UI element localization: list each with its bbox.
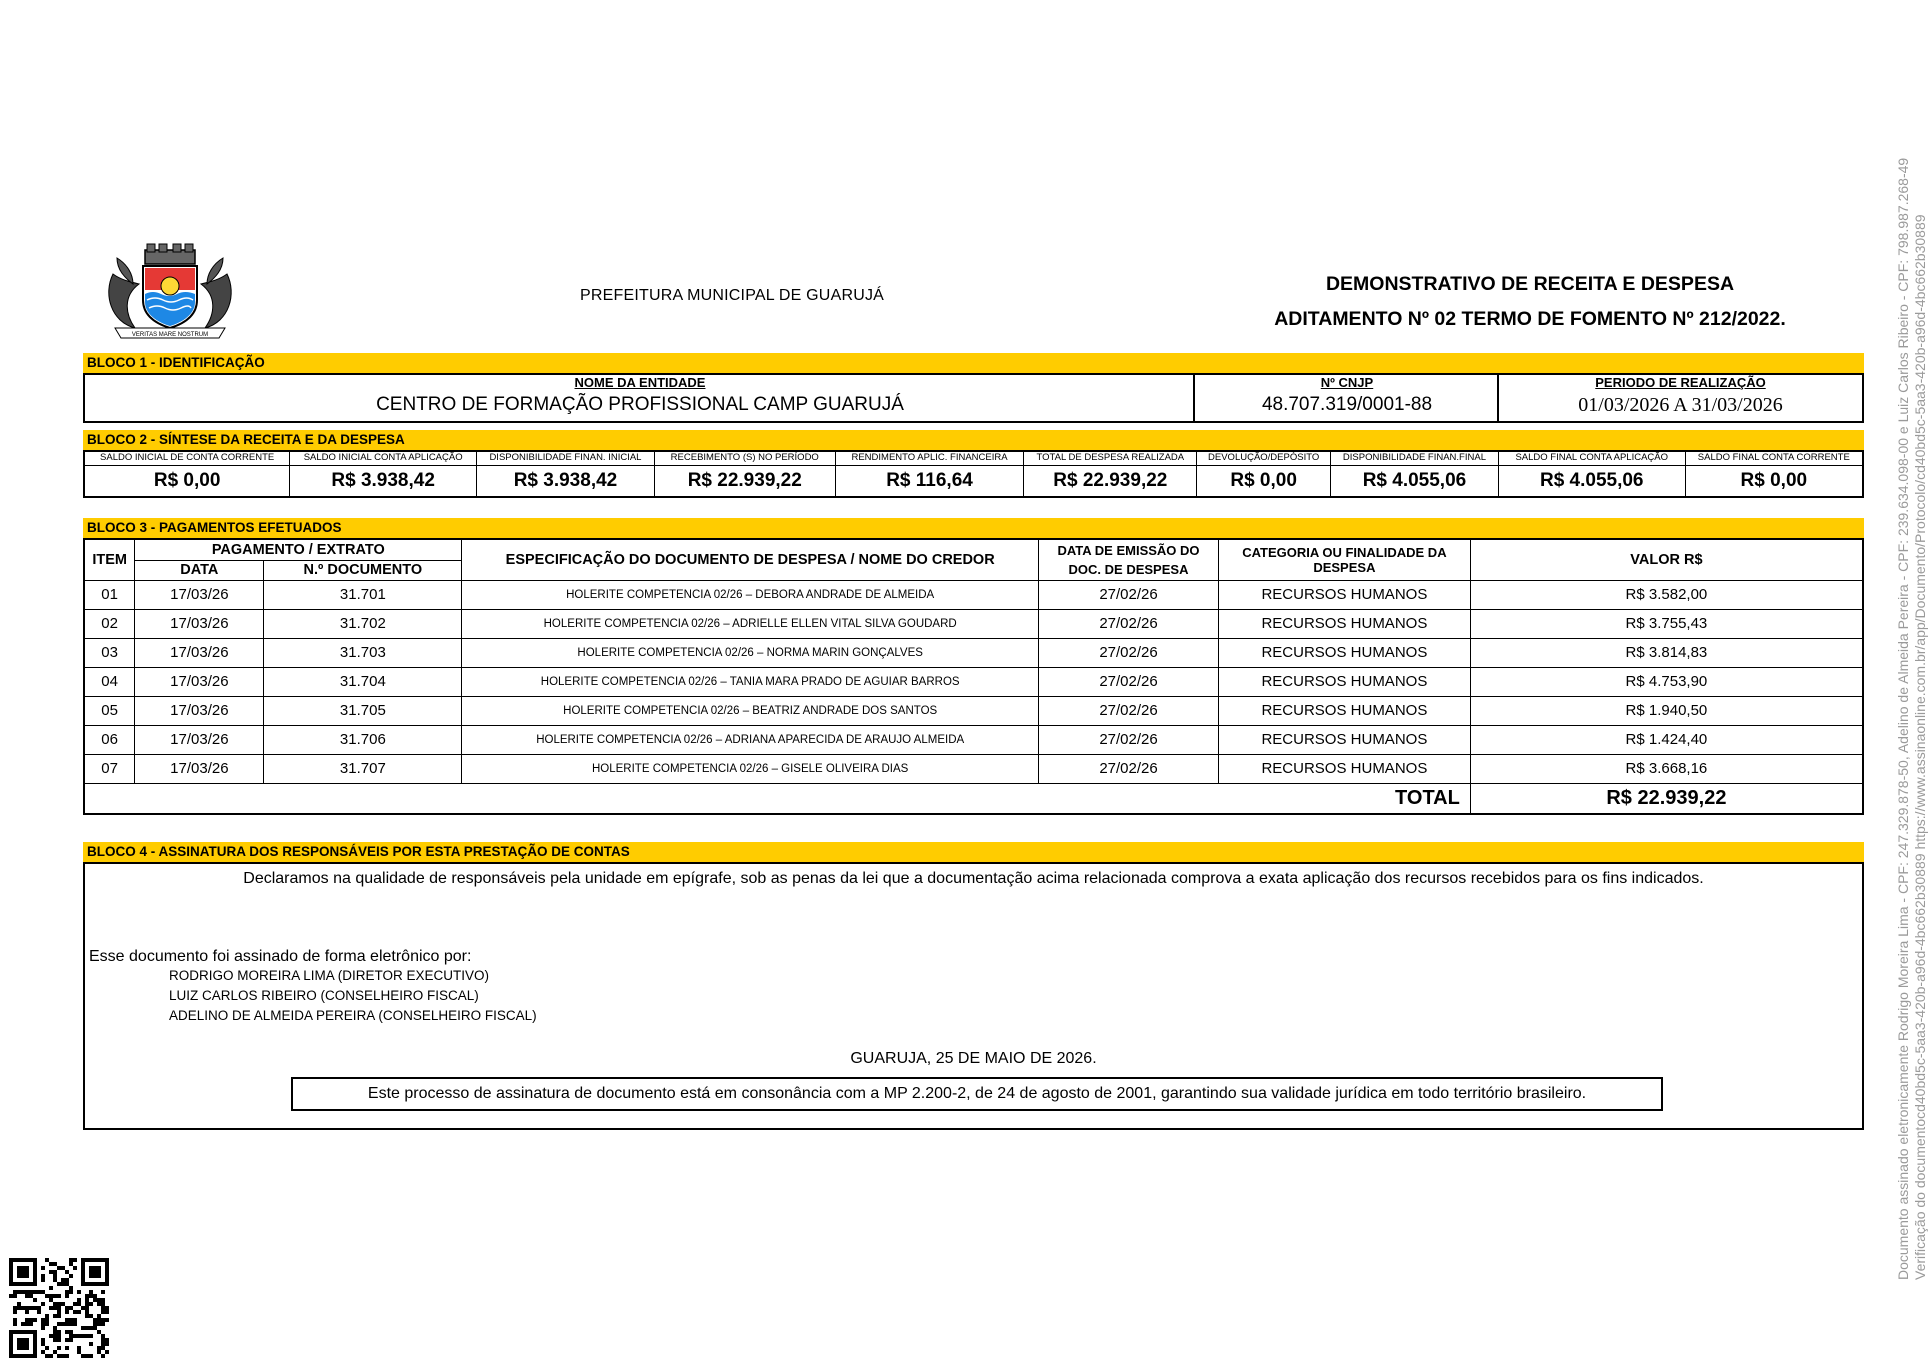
specification-cell: HOLERITE COMPETENCIA 02/26 – ADRIELLE ELLEN VITAL SILVA GOUDARD — [462, 609, 1039, 638]
date-cell: 17/03/26 — [135, 696, 264, 725]
item-cell: 07 — [84, 754, 135, 783]
summary-value-row — [84, 465, 1863, 497]
bloco3-header: BLOCO 3 - PAGAMENTOS EFETUADOS — [83, 518, 1864, 538]
table-row — [84, 667, 1863, 696]
category-cell: RECURSOS HUMANOS — [1218, 580, 1470, 609]
declaration-text: Declaramos na qualidade de responsáveis pela unidade em epígrafe, sob as penas da lei que a documentação acima relacionada comprova a exata aplicação dos recursos recebidos para os fins indicados. — [243, 870, 1704, 887]
item-cell: 06 — [84, 725, 135, 754]
total-label: TOTAL — [84, 783, 1470, 814]
payments-table — [83, 538, 1864, 815]
summary-value: R$ 116,64 — [835, 465, 1024, 497]
item-cell: 03 — [84, 638, 135, 667]
date-cell: 17/03/26 — [135, 725, 264, 754]
table-row — [84, 696, 1863, 725]
emission-date-cell: 27/02/26 — [1039, 725, 1219, 754]
total-value: R$ 22.939,22 — [1470, 783, 1863, 814]
emission-date-cell: 27/02/26 — [1039, 609, 1219, 638]
summary-header: SALDO FINAL CONTA CORRENTE — [1685, 451, 1863, 465]
signer-name: ADELINO DE ALMEIDA PEREIRA (CONSELHEIRO FISCAL) — [169, 1008, 537, 1023]
payment-header: PAGAMENTO / EXTRATO — [135, 539, 462, 560]
mp-notice-box: Este processo de assinatura de documento está em consonância com a MP 2.200-2, de 24 de agosto de 2001, garantindo sua validade jurídica em todo território brasileiro. — [291, 1077, 1663, 1111]
category-cell: RECURSOS HUMANOS — [1218, 667, 1470, 696]
period-value: 01/03/2026 A 31/03/2026 — [1578, 394, 1783, 416]
emission-date-cell: 27/02/26 — [1039, 638, 1219, 667]
date-cell: 17/03/26 — [135, 754, 264, 783]
table-row — [84, 725, 1863, 754]
emission-date-header — [1039, 539, 1219, 580]
summary-value: R$ 22.939,22 — [1024, 465, 1197, 497]
entity-label: NOME DA ENTIDADE — [574, 375, 706, 390]
category-cell: RECURSOS HUMANOS — [1218, 638, 1470, 667]
period-label: PERIODO DE REALIZAÇÃO — [1595, 375, 1766, 390]
signer-name: LUIZ CARLOS RIBEIRO (CONSELHEIRO FISCAL) — [169, 988, 479, 1003]
document-number-cell: 31.703 — [264, 638, 462, 667]
entity-name: CENTRO DE FORMAÇÃO PROFISSIONAL CAMP GUARUJÁ — [376, 394, 904, 415]
verification-side-note — [1895, 0, 1929, 1280]
side-note-line1: Documento assinado eletronicamente Rodrigo Moreira Lima - CPF: 247.329.878-50, Adelino de Almeida Pereira - CPF: 239.634.098-00 e Luiz Carlos Ribeiro - CPF: 798.987.268-49 — [1895, 157, 1911, 1280]
specification-cell: HOLERITE COMPETENCIA 02/26 – DEBORA ANDRADE DE ALMEIDA — [462, 580, 1039, 609]
bloco4-signatures — [83, 862, 1864, 1130]
summary-header: DISPONIBILIDADE FINAN.FINAL — [1331, 451, 1499, 465]
bloco1-identification — [83, 373, 1864, 423]
item-cell: 01 — [84, 580, 135, 609]
value-cell: R$ 3.814,83 — [1470, 638, 1863, 667]
summary-header: SALDO INICIAL DE CONTA CORRENTE — [84, 451, 290, 465]
emission-header-line2: DOC. DE DESPESA — [1068, 561, 1189, 577]
specification-cell: HOLERITE COMPETENCIA 02/26 – GISELE OLIVEIRA DIAS — [462, 754, 1039, 783]
emission-header-line1: DATA DE EMISSÃO DO — [1057, 542, 1200, 558]
value-cell: R$ 4.753,90 — [1470, 667, 1863, 696]
item-cell: 02 — [84, 609, 135, 638]
document-number-cell: 31.702 — [264, 609, 462, 638]
summary-header: SALDO FINAL CONTA APLICAÇÃO — [1498, 451, 1685, 465]
specification-cell: HOLERITE COMPETENCIA 02/26 – TANIA MARA PRADO DE AGUIAR BARROS — [462, 667, 1039, 696]
specification-cell: HOLERITE COMPETENCIA 02/26 – BEATRIZ ANDRADE DOS SANTOS — [462, 696, 1039, 725]
specification-cell: HOLERITE COMPETENCIA 02/26 – NORMA MARIN GONÇALVES — [462, 638, 1039, 667]
date-cell: 17/03/26 — [135, 609, 264, 638]
place-date: GUARUJA, 25 DE MAIO DE 2026. — [850, 1050, 1097, 1067]
revenue-expense-summary — [83, 450, 1864, 498]
summary-value: R$ 0,00 — [1197, 465, 1331, 497]
document-number-cell: 31.704 — [264, 667, 462, 696]
category-cell: RECURSOS HUMANOS — [1218, 754, 1470, 783]
emission-date-cell: 27/02/26 — [1039, 696, 1219, 725]
prefeitura-name: PREFEITURA MUNICIPAL DE GUARUJÁ — [580, 287, 885, 304]
emission-date-cell: 27/02/26 — [1039, 754, 1219, 783]
summary-header: DISPONIBILIDADE FINAN. INICIAL — [477, 451, 655, 465]
summary-value: R$ 3.938,42 — [477, 465, 655, 497]
category-cell: RECURSOS HUMANOS — [1218, 725, 1470, 754]
summary-header: TOTAL DE DESPESA REALIZADA — [1024, 451, 1197, 465]
specification-header: ESPECIFICAÇÃO DO DOCUMENTO DE DESPESA / NOME DO CREDOR — [462, 539, 1039, 580]
summary-value: R$ 4.055,06 — [1498, 465, 1685, 497]
date-cell: 17/03/26 — [135, 638, 264, 667]
entity-cell — [85, 375, 1195, 421]
value-cell: R$ 3.668,16 — [1470, 754, 1863, 783]
table-row — [84, 754, 1863, 783]
total-row — [84, 783, 1863, 814]
document-number-cell: 31.705 — [264, 696, 462, 725]
summary-header: RENDIMENTO APLIC. FINANCEIRA — [835, 451, 1024, 465]
document-number-header: N.º DOCUMENTO — [264, 560, 462, 580]
emission-date-cell: 27/02/26 — [1039, 580, 1219, 609]
specification-cell: HOLERITE COMPETENCIA 02/26 – ADRIANA APARECIDA DE ARAUJO ALMEIDA — [462, 725, 1039, 754]
document-number-cell: 31.701 — [264, 580, 462, 609]
summary-header: SALDO INICIAL CONTA APLICAÇÃO — [290, 451, 477, 465]
document-subtitle: ADITAMENTO Nº 02 TERMO DE FOMENTO Nº 212/2022. — [1274, 308, 1786, 330]
qr-code-icon[interactable] — [9, 1258, 109, 1358]
summary-value: R$ 0,00 — [1685, 465, 1863, 497]
value-header: VALOR R$ — [1470, 539, 1863, 580]
table-row — [84, 580, 1863, 609]
category-header: CATEGORIA OU FINALIDADE DA DESPESA — [1218, 539, 1470, 580]
table-row — [84, 638, 1863, 667]
cnpj-cell — [1195, 375, 1499, 421]
item-cell: 05 — [84, 696, 135, 725]
value-cell: R$ 3.755,43 — [1470, 609, 1863, 638]
coat-of-arms-icon — [103, 244, 237, 342]
signed-intro: Esse documento foi assinado de forma eletrônico por: — [89, 948, 472, 965]
side-note-line2: Verificação do documentocd40bd5c-5aa3-420b-a96d-4bc662b30889 https://www.assinaonline.com.br/app/Documento/Protocolo/cd40bd5c-5aa3-420b-a96d-4bc662b30889 — [1912, 214, 1928, 1280]
date-cell: 17/03/26 — [135, 580, 264, 609]
cnpj-value: 48.707.319/0001-88 — [1261, 394, 1433, 415]
summary-header: RECEBIMENTO (S) NO PERÍODO — [654, 451, 835, 465]
payments-header-row — [84, 539, 1863, 560]
item-cell: 04 — [84, 667, 135, 696]
document-number-cell: 31.707 — [264, 754, 462, 783]
summary-value: R$ 4.055,06 — [1331, 465, 1499, 497]
value-cell: R$ 1.424,40 — [1470, 725, 1863, 754]
item-header: ITEM — [84, 539, 135, 580]
svg-text:VERITAS MARE NOSTRUM: VERITAS MARE NOSTRUM — [131, 332, 209, 338]
summary-value: R$ 3.938,42 — [290, 465, 477, 497]
date-cell: 17/03/26 — [135, 667, 264, 696]
document-number-cell: 31.706 — [264, 725, 462, 754]
document-title: DEMONSTRATIVO DE RECEITA E DESPESA — [1325, 273, 1735, 295]
signer-name: RODRIGO MOREIRA LIMA (DIRETOR EXECUTIVO) — [169, 968, 490, 983]
summary-value: R$ 22.939,22 — [654, 465, 835, 497]
table-row — [84, 609, 1863, 638]
value-cell: R$ 1.940,50 — [1470, 696, 1863, 725]
bloco1-header: BLOCO 1 - IDENTIFICAÇÃO — [83, 353, 1864, 373]
summary-header-row — [84, 451, 1863, 465]
summary-header: DEVOLUÇÃO/DEPÓSITO — [1197, 451, 1331, 465]
bloco2-header: BLOCO 2 - SÍNTESE DA RECEITA E DA DESPESA — [83, 430, 1864, 450]
category-cell: RECURSOS HUMANOS — [1218, 609, 1470, 638]
date-header: DATA — [135, 560, 264, 580]
summary-value: R$ 0,00 — [84, 465, 290, 497]
category-cell: RECURSOS HUMANOS — [1218, 696, 1470, 725]
period-cell — [1499, 375, 1862, 421]
emission-date-cell: 27/02/26 — [1039, 667, 1219, 696]
cnpj-label: Nº CNJP — [1320, 375, 1374, 390]
bloco4-header: BLOCO 4 - ASSINATURA DOS RESPONSÁVEIS POR ESTA PRESTAÇÃO DE CONTAS — [83, 842, 1864, 862]
value-cell: R$ 3.582,00 — [1470, 580, 1863, 609]
